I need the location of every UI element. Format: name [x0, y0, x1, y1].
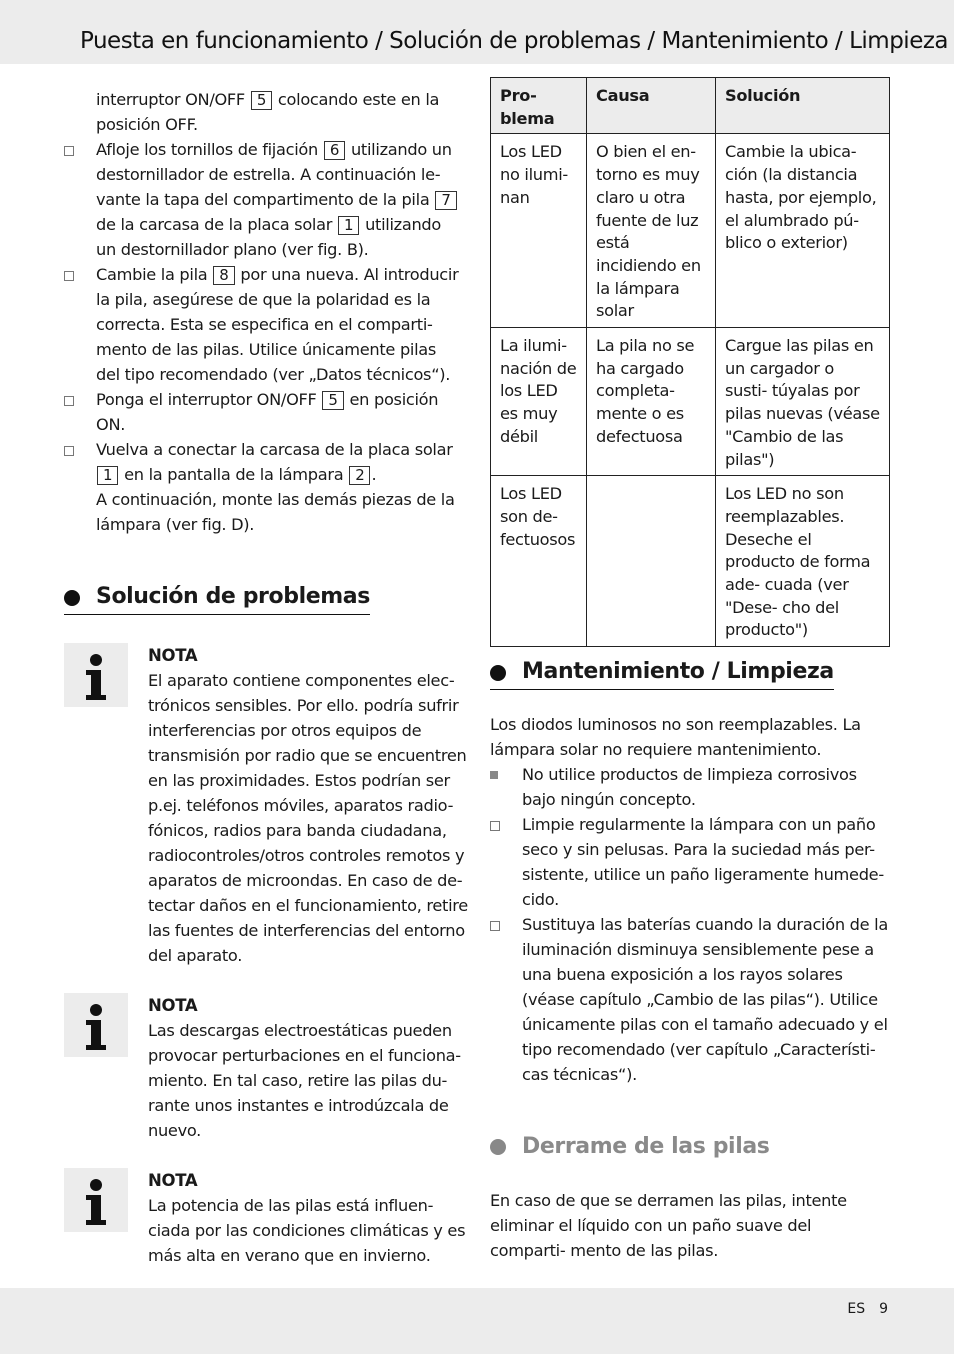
step-text: de la carcasa de la placa solar [96, 215, 333, 234]
checkbox-icon [64, 271, 74, 281]
page-header [0, 0, 954, 64]
step-item [64, 387, 464, 437]
step-text: colocando este en la posición OFF. [96, 90, 440, 134]
part-number: 6 [324, 141, 345, 160]
checkbox-icon [490, 821, 500, 831]
table-cell: Cargue las pilas en un cargador o susti- túyalas por pilas nuevas (véase "Cambio de las pilas") [716, 328, 890, 476]
note-text: La potencia de las pilas está influen- ciada por las condiciones climáticas y es más alta en verano que en invierno. [148, 1196, 466, 1265]
step-item [64, 262, 464, 387]
info-icon [64, 993, 128, 1057]
section-battery-leak-heading [490, 1134, 769, 1159]
part-number: 5 [251, 91, 272, 110]
page-number: 9 [879, 1301, 888, 1317]
list-item [490, 812, 890, 912]
bullet-icon [64, 590, 80, 606]
column-header: Solución [716, 78, 890, 134]
page-title: Puesta en funcionamiento / Solución de problemas / Mantenimiento / Limpieza [80, 28, 949, 54]
step-item [64, 137, 464, 262]
battery-leak-content [490, 1188, 890, 1263]
step-text: utilizando un destornillador plano (ver fig. B). [96, 215, 442, 259]
step-text: interruptor ON/OFF [96, 90, 245, 109]
table-cell: Los LED no son reemplazables. Deseche el producto de forma ade- cuada (ver "Dese- cho del producto") [716, 476, 890, 647]
checkbox-icon [64, 396, 74, 406]
bullet-icon [490, 665, 506, 681]
table-row [491, 134, 890, 328]
checkbox-icon [490, 921, 500, 931]
table-cell: Cambie la ubica- ción (la distancia hasta, por ejemplo, el alumbrado pú- blico o exterior) [716, 134, 890, 328]
table-cell: Los LED son de- fectuosos [491, 476, 587, 647]
bullet-icon [490, 1139, 506, 1155]
part-number: 2 [349, 466, 370, 485]
section-title: Derrame de las pilas [522, 1134, 770, 1159]
step-text: en posición ON. [96, 390, 439, 434]
step-text: en la pantalla de la lámpara [124, 465, 344, 484]
info-icon [64, 643, 128, 707]
maintenance-intro: Los diodos luminosos no son reemplazables. La lámpara solar no requiere mantenimiento. [490, 715, 861, 759]
section-title: Mantenimiento / Limpieza [522, 659, 834, 684]
language-code: ES [847, 1301, 866, 1317]
step-item [64, 437, 464, 537]
section-maintenance-heading [490, 659, 834, 686]
list-item-text: Limpie regularmente la lámpara con un paño seco y sin pelusas. Para la suciedad más per- sistente, utilice un paño ligeramente humede- cido. [522, 815, 884, 909]
step-text: utilizando un destornillador de estrella. A continuación le- vante la tapa del compartimento de la pila [96, 140, 452, 209]
section-title: Solución de problemas [96, 584, 370, 609]
part-number: 1 [97, 466, 118, 485]
note-label: NOTA [148, 1171, 198, 1190]
step-text: . [371, 465, 377, 484]
checkbox-icon [64, 446, 74, 456]
battery-leak-text: En caso de que se derramen las pilas, intente eliminar el líquido con un paño suave del comparti- mento de las pilas. [490, 1191, 847, 1260]
list-item-text: Sustituya las baterías cuando la duración de la iluminación disminuya sensiblemente pese a una buena exposición a los rayos solares (véase capítulo „Cambio de las pilas“). Utilice únicamente pilas con el tamaño adecuado y el tipo recomendado (ver capítulo „Característi- cas técnicas“). [522, 915, 888, 1084]
table-row [491, 476, 890, 647]
table-cell: La ilumi- nación de los LED es muy débil [491, 328, 587, 476]
note-label: NOTA [148, 646, 198, 665]
list-item [490, 912, 890, 1087]
section-troubleshooting-heading [64, 584, 370, 611]
step-text: Vuelva a conectar la carcasa de la placa solar [96, 440, 453, 459]
note-label: NOTA [148, 996, 198, 1015]
table-header-row [491, 78, 890, 134]
table-cell: La pila no se ha cargado completa- mente o es defectuosa [587, 328, 716, 476]
step-intro [64, 87, 464, 137]
table-row [491, 328, 890, 476]
maintenance-content [490, 712, 890, 1087]
checkbox-icon [64, 146, 74, 156]
note-text: Las descargas electroestáticas pueden provocar perturbaciones en el funciona- miento. En tal caso, retire las pilas du- rante unos instantes e introdúzcala de nuevo. [148, 1021, 461, 1140]
table-cell: Los LED no ilumi- nan [491, 134, 587, 328]
part-number: 1 [338, 216, 359, 235]
step-text: por una nueva. Al introducir la pila, asegúrese de que la polaridad es la correcta. Esta se especifica en el comparti- mento de las pilas. Utilice únicamente pilas del tipo recomendado (ver „Datos técnicos“). [96, 265, 459, 384]
part-number: 7 [435, 191, 456, 210]
column-header: Causa [587, 78, 716, 134]
info-icon [64, 1168, 128, 1232]
list-item [490, 762, 890, 812]
list-item-text: No utilice productos de limpieza corrosivos bajo ningún concepto. [522, 765, 857, 809]
step-text: Afloje los tornillos de fijación [96, 140, 318, 159]
step-text: A continuación, monte las demás piezas de la lámpara (ver fig. D). [96, 490, 455, 534]
troubleshooting-table [490, 77, 890, 647]
square-bullet-icon [490, 771, 498, 779]
part-number: 8 [213, 266, 234, 285]
step-text: Cambie la pila [96, 265, 208, 284]
note-text: El aparato contiene componentes elec- trónicos sensibles. Por ello. podría sufrir interferencias por otros equipos de transmisión por radio que se encuentren en las proximidades. Estos podrían ser p.ej. teléfonos móviles, aparatos radio- fónicos, radios para banda ciudadana, radiocontroles/otros controles remotos y aparatos de microondas. En caso de de- tectar daños en el funcionamiento, retire las fuentes de interferencias del entorno del aparato. [148, 671, 468, 965]
step-text: Ponga el interruptor ON/OFF [96, 390, 317, 409]
part-number: 5 [322, 391, 343, 410]
page-footer [0, 1288, 954, 1354]
table-cell: O bien el en- torno es muy claro u otra fuente de luz está incidiendo en la lámpara solar [587, 134, 716, 328]
column-header: Pro- blema [491, 78, 587, 134]
setup-steps [64, 87, 464, 537]
table-cell [587, 476, 716, 647]
